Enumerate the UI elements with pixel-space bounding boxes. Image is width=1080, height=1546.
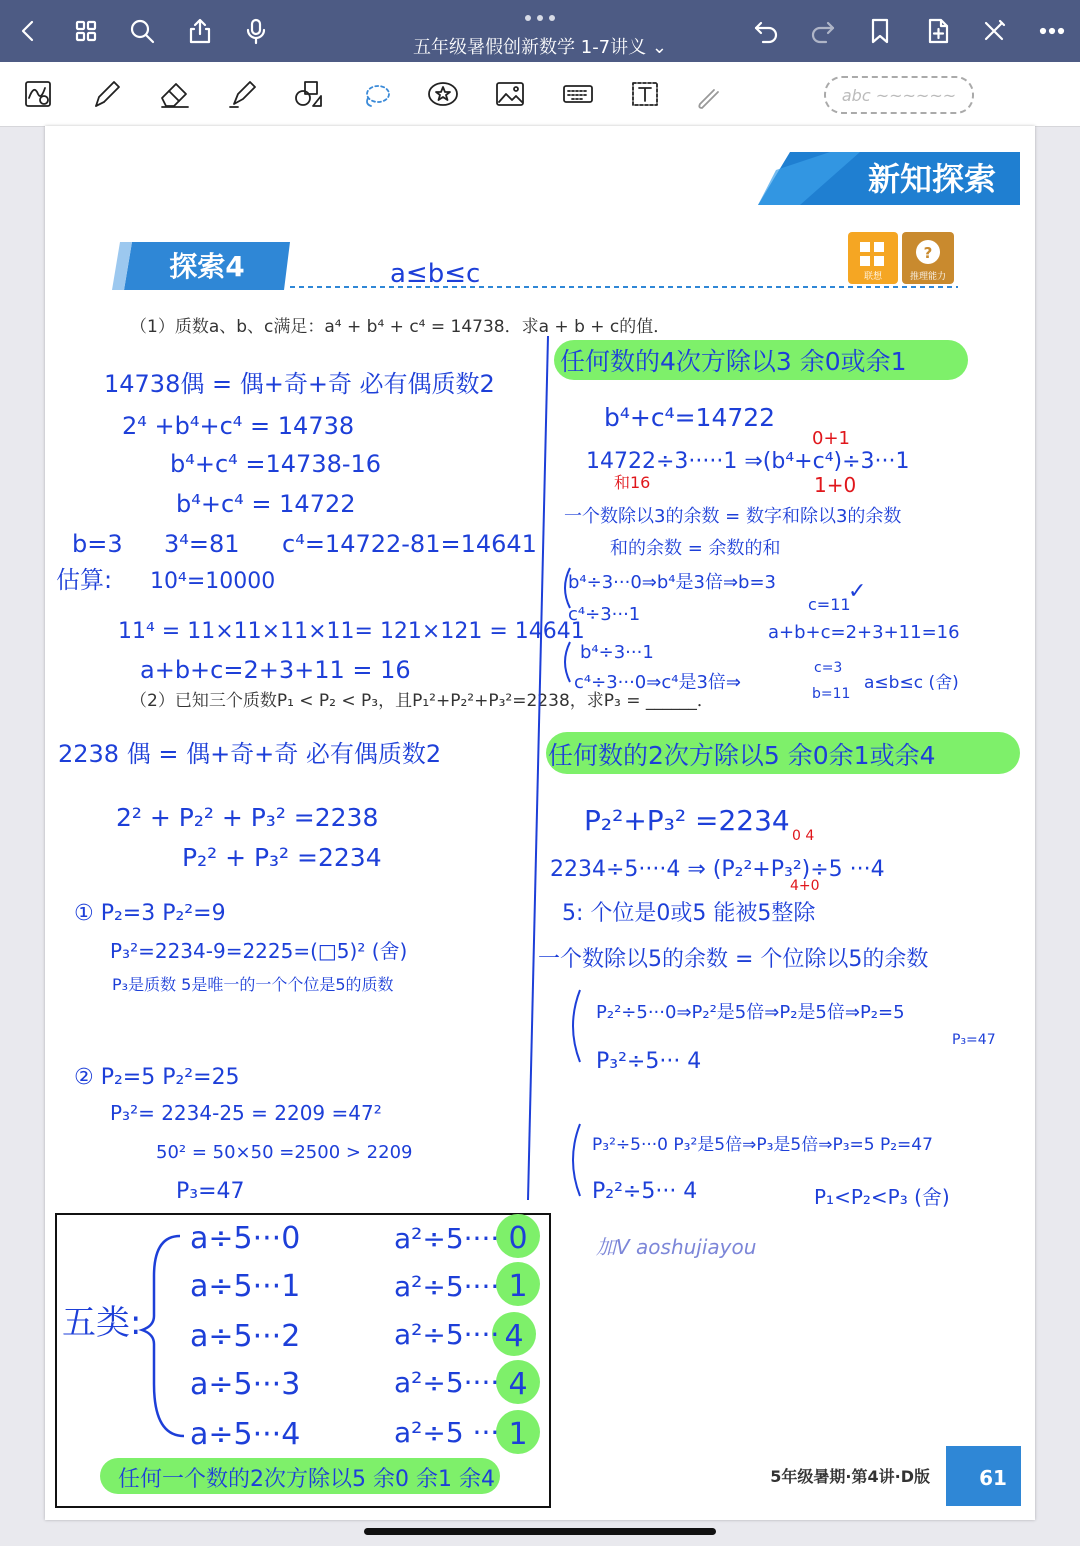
section-title: 探索4 [169, 250, 245, 283]
note-line: 0 4 [792, 828, 815, 844]
shapes-tool-icon[interactable] [287, 74, 331, 114]
left-notes-part2 [58, 740, 441, 1204]
summary-row: a²÷5···· [394, 1366, 500, 1399]
question-2: （2）已知三个质数P₁ < P₂ < P₃，且P₁²+P₂²+P₃²=2238，求P₃ = ______． [130, 691, 714, 711]
note-line: b⁴÷3···0⇒b⁴是3倍⇒b=3 [568, 572, 777, 593]
summary-remainder: 4 [504, 1319, 524, 1354]
note-line: 估算: [56, 566, 113, 594]
note-line: P₃=47 [952, 1032, 996, 1048]
note-line: b⁴÷3···1 [580, 642, 654, 663]
summary-row: a²÷5 ··· [394, 1416, 500, 1449]
note-line: P₃²= 2234-25 = 2209 =47² [110, 1101, 382, 1125]
undo-icon[interactable] [750, 14, 782, 48]
note-header: a≤b≤c [390, 259, 481, 289]
note-line: 2238 偶 = 偶+奇+奇 必有偶质数2 [58, 740, 442, 768]
note-line: P₃²÷5···0 P₃²是5倍⇒P₃是5倍⇒P₃=5 P₂=47 [592, 1135, 933, 1155]
document-title-text: 五年级暑假创新数学 1-7讲义 [413, 37, 647, 58]
note-line: b=11 [812, 686, 851, 702]
note-line: b⁴+c⁴ =14738-16 [170, 450, 382, 478]
note-line: 10⁴=10000 [150, 569, 276, 594]
banner-title: 新知探索 [867, 160, 997, 198]
note-line: 2234÷5····4 ⇒ (P₂²+P₃²)÷5 ···4 [550, 857, 885, 882]
eraser-tool-icon[interactable] [152, 74, 196, 114]
association-badge-label: 联想 [863, 272, 883, 282]
right-notes-part1 [560, 347, 960, 702]
question-icon: ? [923, 244, 933, 262]
document-title[interactable] [0, 33, 1080, 59]
note-line: a+b+c=2+3+11 = 16 [140, 656, 411, 684]
brace-mark [573, 990, 580, 1196]
note-line: 0+1 [812, 428, 850, 449]
more-dots-icon[interactable] [523, 8, 557, 18]
right-notes-part2 [538, 741, 996, 1209]
note-line: 4+0 [790, 878, 820, 894]
note-line: P₁<P₂<P₃ (舍) [814, 1185, 950, 1209]
keyboard-tool-icon[interactable] [556, 74, 600, 114]
summary-row: a÷5···3 [190, 1367, 301, 1402]
page-footer: 5年级暑期·第4讲·D版 [770, 1467, 930, 1486]
summary-row: a÷5···0 [190, 1221, 301, 1256]
note-line: P₂²÷5··· 4 [592, 1179, 698, 1204]
note-line: 2² + P₂² + P₃² =2238 [116, 803, 379, 832]
note-line: a+b+c=2+3+11=16 [768, 622, 960, 643]
note-line: 5: 个位是0或5 能被5整除 [562, 901, 816, 926]
summary-left-column [190, 1221, 300, 1452]
watermark-text: 加V aoshujiayou [596, 1235, 757, 1259]
summary-brace [142, 1236, 184, 1436]
note-line: 任何数的4次方除以3 余0或余1 [560, 347, 907, 376]
chevron-down-icon: ⌄ [651, 37, 667, 58]
left-notes-part1 [56, 370, 585, 684]
bookmark-icon[interactable] [864, 14, 896, 48]
text-style-pill[interactable]: abc ~~~~~~ [824, 76, 974, 114]
close-cross-icon[interactable] [978, 14, 1010, 48]
note-line: 一个数除以5的余数 = 个位除以5的余数 [538, 947, 929, 972]
note-line: c⁴=14722-81=14641 [282, 530, 537, 558]
home-indicator[interactable] [364, 1528, 716, 1535]
image-tool-icon[interactable] [488, 74, 532, 114]
summary-row: a²÷5···· [394, 1318, 500, 1351]
pen-divider-line [528, 336, 548, 1200]
note-line: 2⁴ +b⁴+c⁴ = 14738 [122, 412, 355, 440]
note-line: 和的余数 = 余数的和 [610, 538, 781, 559]
summary-remainder: 1 [508, 1417, 528, 1452]
summary-box-label: 五类: [62, 1303, 142, 1343]
ellipsis-icon[interactable] [1036, 14, 1068, 48]
note-line: P₂²÷5···0⇒P₂²是5倍⇒P₂是5倍⇒P₂=5 [596, 1002, 905, 1023]
note-line: c=3 [814, 660, 843, 676]
note-line: 14738偶 = 偶+奇+奇 必有偶质数2 [104, 370, 495, 398]
note-line: b⁴+c⁴=14722 [604, 403, 776, 432]
summary-remainder: 4 [508, 1367, 528, 1402]
note-line: 1+0 [814, 473, 857, 497]
laser-pointer-tool-icon[interactable] [684, 74, 728, 114]
summary-row: a²÷5···· [394, 1222, 500, 1255]
summary-row: a÷5···2 [190, 1319, 301, 1354]
note-line: P₃是质数 5是唯一的一个个位是5的质数 [112, 975, 394, 994]
sticker-tool-icon[interactable] [421, 74, 465, 114]
note-line: 3⁴=81 [164, 530, 240, 558]
note-line: 14722÷3·····1 ⇒(b⁴+c⁴)÷3···1 [586, 449, 910, 474]
summary-row: a÷5···1 [190, 1269, 301, 1304]
page-number: 61 [979, 1466, 1007, 1490]
note-line: b⁴+c⁴ = 14722 [176, 490, 356, 518]
add-page-icon[interactable] [922, 14, 954, 48]
note-line: c=11 [808, 595, 851, 614]
note-line: c⁴÷3···0⇒c⁴是3倍⇒ [574, 672, 741, 693]
app-top-bar [0, 0, 1080, 62]
page-canvas [45, 126, 1035, 1520]
note-line: 11⁴ = 11×11×11×11= 121×121 = 14641 [118, 619, 585, 644]
check-mark-icon: ✓ [848, 579, 867, 604]
note-line: c⁴÷3···1 [568, 604, 641, 625]
summary-row: a²÷5···· [394, 1270, 500, 1303]
reasoning-badge-label: 推理能力 [909, 272, 947, 282]
note-line: P₂²+P₃² =2234 [584, 804, 790, 837]
summary-remainder: 1 [508, 1269, 528, 1304]
question-1: （1）质数a、b、c满足：a⁴ + b⁴ + c⁴ = 14738．求a + b + c的值． [130, 317, 671, 337]
summary-right-column [394, 1221, 528, 1452]
summary-remainder: 0 [508, 1221, 528, 1256]
pen-tool-icon[interactable] [84, 74, 128, 114]
textbox-tool-icon[interactable] [623, 74, 667, 114]
note-line: 和16 [614, 473, 651, 492]
note-line: P₂² + P₃² =2234 [182, 843, 382, 872]
document-page [45, 126, 1035, 1520]
drawing-toolbar [0, 62, 1080, 127]
note-line: P₃=47 [176, 1179, 245, 1204]
lasso-tool-icon[interactable] [354, 74, 398, 114]
summary-row: a÷5···4 [190, 1417, 301, 1452]
note-line: ② P₂=5 P₂²=25 [74, 1065, 240, 1090]
note-line: 50² = 50×50 =2500 > 2209 [156, 1142, 413, 1163]
redo-icon[interactable] [807, 14, 839, 48]
lasso-zoom-tool-icon[interactable] [16, 74, 60, 114]
note-line: P₃²÷5··· 4 [596, 1049, 702, 1074]
note-line: 一个数除以3的余数 = 数字和除以3的余数 [564, 506, 902, 527]
highlighter-tool-icon[interactable] [220, 74, 264, 114]
note-line: b=3 [72, 530, 123, 558]
note-line: P₃²=2234-9=2225=(□5)² (舍) [110, 939, 408, 963]
note-line: a≤b≤c (舍) [864, 673, 959, 693]
note-line: 任何数的2次方除以5 余0余1或余4 [548, 741, 936, 770]
note-line: ① P₂=3 P₂²=9 [74, 901, 226, 926]
summary-footer: 任何一个数的2次方除以5 余0 余1 余4 [118, 1467, 495, 1492]
